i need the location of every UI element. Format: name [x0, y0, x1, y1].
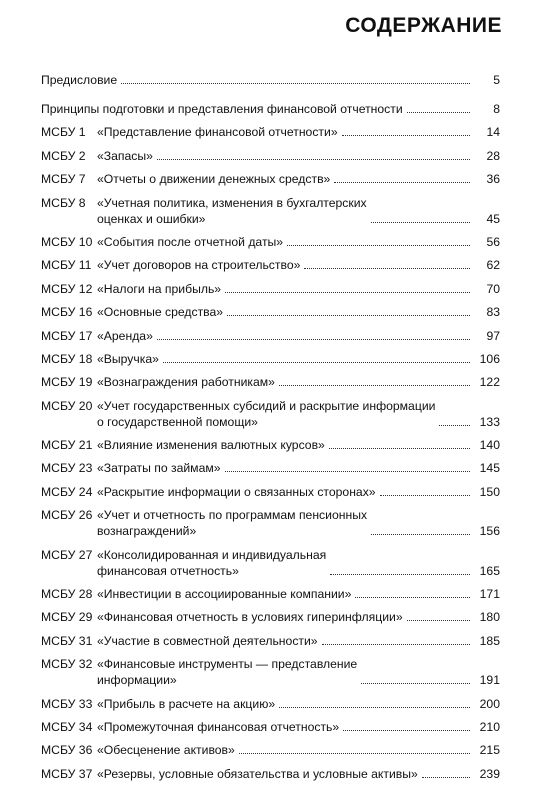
- toc-entry-title: [97, 328, 153, 344]
- toc-entry-body: [97, 195, 474, 227]
- toc-entry-title-line: «Финансовая отчетность в условиях гиперинфляции»: [97, 610, 403, 625]
- toc-entry-body: [97, 766, 474, 782]
- toc-entry-body: [41, 72, 474, 88]
- toc-entry-title-line: «Консолидированная и индивидуальная: [97, 547, 327, 562]
- toc-entry-title-line: «Раскрытие информации о связанных сторонах»: [97, 484, 376, 499]
- toc-entry-body: [97, 281, 474, 297]
- toc-entry: [41, 484, 500, 500]
- toc-entry-code: МСБУ 20: [41, 398, 93, 413]
- toc-entry-body: [97, 460, 474, 476]
- dot-leader: [279, 707, 470, 708]
- toc-entry-code: МСБУ 34: [41, 719, 93, 734]
- dot-leader: [334, 182, 470, 183]
- toc-entry-page-number: 180: [479, 610, 500, 625]
- toc-entry: [41, 234, 500, 250]
- dot-leader: [371, 534, 470, 535]
- toc-entry-title: [97, 586, 351, 602]
- toc-entry-code: МСБУ 2: [41, 148, 86, 163]
- toc-entry-page-number: 45: [486, 211, 500, 226]
- toc-entry-title: [97, 484, 376, 500]
- toc-entry-body: [97, 351, 474, 367]
- toc-entry-title: [97, 257, 300, 273]
- toc-entry-title-line: «Выручка»: [97, 351, 159, 366]
- toc-entry-body: [97, 171, 474, 187]
- toc-entry-title: [41, 72, 117, 88]
- toc-entry: [41, 437, 500, 453]
- dot-leader: [371, 222, 470, 223]
- toc-entry-page-number: 36: [486, 172, 500, 187]
- toc-entry-title: [97, 304, 223, 320]
- toc-entry-page-number: 156: [479, 524, 500, 539]
- toc-entry: [41, 656, 500, 688]
- toc-entry-title-line: вознаграждений»: [97, 524, 197, 539]
- toc-entry-code: МСБУ 21: [41, 438, 93, 453]
- toc-entry: [41, 507, 500, 539]
- toc-entry: [41, 374, 500, 390]
- toc-entry-body: [97, 398, 474, 430]
- toc-entry: [41, 766, 500, 782]
- toc-entry-title: [97, 171, 330, 187]
- toc-entry-page-number: 122: [479, 375, 500, 390]
- toc-entry-page-number: 215: [479, 743, 500, 758]
- toc-entry-title: [97, 656, 357, 688]
- toc-entry-title-line: Принципы подготовки и представления финансовой отчетности: [41, 102, 403, 116]
- toc-entry: [41, 72, 500, 88]
- dot-leader: [330, 574, 470, 575]
- toc-entry-title-line: «Инвестиции в ассоциированные компании»: [97, 587, 352, 602]
- toc-entry-body: [97, 696, 474, 712]
- toc-entry: [41, 257, 500, 273]
- toc-entry-title: [97, 609, 403, 625]
- dot-leader: [407, 112, 470, 113]
- toc-entry-body: [97, 374, 474, 390]
- toc-entry-title: [97, 281, 221, 297]
- toc-entry-title-line: «Отчеты о движении денежных средств»: [97, 172, 331, 187]
- dot-leader: [225, 292, 470, 293]
- toc-entry-title-line: «Прибыль в расчете на акцию»: [97, 696, 276, 711]
- dot-leader: [422, 777, 470, 778]
- dot-leader: [343, 730, 470, 731]
- toc-entry-code: МСБУ 17: [41, 328, 93, 343]
- toc-entry-title-line: «Основные средства»: [97, 305, 224, 320]
- toc-entry: [41, 351, 500, 367]
- toc-entry-body: [97, 437, 474, 453]
- toc-entry-title-line: «Участие в совместной деятельности»: [97, 633, 318, 648]
- toc-entry-title: [97, 742, 235, 758]
- toc-entry-code: МСБУ 29: [41, 610, 93, 625]
- toc-entry-title-line: «Обесценение активов»: [97, 743, 235, 758]
- toc-entry-code: МСБУ 23: [41, 461, 93, 476]
- toc-entry-code: МСБУ 28: [41, 587, 93, 602]
- toc-entry-title: [97, 547, 326, 579]
- toc-entry: [41, 719, 500, 735]
- toc-entry-title-line: информации»: [97, 673, 177, 688]
- toc-entry-page-number: 62: [486, 258, 500, 273]
- toc-entry: [41, 742, 500, 758]
- toc-entry-body: [97, 328, 474, 344]
- toc-entry-page-number: 56: [486, 234, 500, 249]
- toc-entry-title-line: «Затраты по займам»: [97, 461, 221, 476]
- toc-entry-page-number: 70: [486, 281, 500, 296]
- toc-entry: [41, 609, 500, 625]
- toc-entry-title-line: «Вознаграждения работникам»: [97, 375, 275, 390]
- toc-entry-body: [97, 547, 474, 579]
- toc-entry: [41, 696, 500, 712]
- toc-entry: [41, 124, 500, 140]
- toc-entry-page-number: 165: [479, 563, 500, 578]
- toc-entry-title-line: финансовая отчетность»: [97, 563, 239, 578]
- toc-entry-title: [97, 719, 339, 735]
- toc-entry-title: [97, 766, 418, 782]
- dot-leader: [225, 471, 471, 472]
- toc-entry-title-line: «События после отчетной даты»: [97, 234, 284, 249]
- toc-entry-body: [97, 304, 474, 320]
- toc-entry-title-line: Предисловие: [41, 73, 118, 87]
- table-of-contents: [41, 72, 500, 789]
- toc-entry-title-line: «Промежуточная финансовая отчетность»: [97, 719, 340, 734]
- toc-entry: [41, 398, 500, 430]
- toc-entry: [41, 148, 500, 164]
- toc-entry-page-number: 145: [479, 461, 500, 476]
- toc-entry-page-number: 133: [479, 414, 500, 429]
- toc-entry-body: [97, 609, 474, 625]
- toc-entry-code: МСБУ 33: [41, 696, 93, 711]
- toc-entry: [41, 281, 500, 297]
- toc-entry-code: МСБУ 37: [41, 766, 93, 781]
- toc-entry-title-line: «Учет договоров на строительство»: [97, 258, 301, 273]
- toc-entry-page-number: 8: [493, 102, 500, 116]
- toc-entry-page-number: 83: [486, 305, 500, 320]
- dot-leader: [239, 753, 470, 754]
- toc-entry-title-line: «Запасы»: [97, 148, 153, 163]
- toc-entry-code: МСБУ 10: [41, 234, 93, 249]
- toc-entry-code: МСБУ 7: [41, 172, 86, 187]
- toc-entry-page-number: 171: [479, 587, 500, 602]
- toc-entry-title-line: о государственной помощи»: [97, 414, 258, 429]
- toc-entry-page-number: 140: [479, 438, 500, 453]
- toc-entry-body: [97, 633, 474, 649]
- dot-leader: [322, 644, 470, 645]
- toc-entry: [41, 304, 500, 320]
- toc-entry-body: [97, 586, 474, 602]
- toc-entry-title: [97, 195, 367, 227]
- toc-entry: [41, 328, 500, 344]
- toc-entry-title: [97, 374, 275, 390]
- toc-entry-body: [97, 656, 474, 688]
- dot-leader: [439, 425, 470, 426]
- toc-entry-page-number: 239: [479, 766, 500, 781]
- toc-entry-title: [97, 398, 435, 430]
- toc-entry-body: [97, 719, 474, 735]
- toc-entry-body: [41, 101, 474, 117]
- toc-entry-title: [97, 696, 275, 712]
- toc-entry-body: [97, 484, 474, 500]
- toc-entry-title-line: «Учетная политика, изменения в бухгалтерских: [97, 195, 367, 210]
- toc-entry-body: [97, 124, 474, 140]
- toc-entry-title-line: «Учет и отчетность по программам пенсионных: [97, 508, 368, 523]
- toc-entry-title: [41, 101, 403, 117]
- toc-entry-title-line: «Представление финансовой отчетности»: [97, 125, 338, 140]
- toc-entry: [41, 586, 500, 602]
- toc-entry-body: [97, 257, 474, 273]
- toc-entry-page-number: 97: [486, 328, 500, 343]
- toc-entry: [41, 171, 500, 187]
- toc-entry-title-line: «Учет государственных субсидий и раскрытие информации: [97, 398, 436, 413]
- toc-entry-code: МСБУ 8: [41, 195, 86, 210]
- toc-entry: [41, 633, 500, 649]
- toc-entry-body: [97, 507, 474, 539]
- toc-entry-code: МСБУ 36: [41, 743, 93, 758]
- toc-entry-body: [97, 234, 474, 250]
- toc-entry-page-number: 106: [479, 351, 500, 366]
- toc-entry-page-number: 210: [479, 719, 500, 734]
- dot-leader: [407, 620, 470, 621]
- toc-entry-code: МСБУ 26: [41, 508, 93, 523]
- toc-entry-code: МСБУ 16: [41, 305, 93, 320]
- toc-entry-page-number: 28: [486, 148, 500, 163]
- toc-entry-page-number: 5: [493, 73, 500, 87]
- toc-entry: [41, 101, 500, 117]
- dot-leader: [355, 597, 470, 598]
- toc-entry-title: [97, 633, 318, 649]
- toc-entry-code: МСБУ 27: [41, 547, 93, 562]
- toc-entry-title: [97, 124, 338, 140]
- toc-entry-title-line: оценках и ошибки»: [97, 211, 206, 226]
- toc-entry-title-line: «Финансовые инструменты — представление: [97, 657, 358, 672]
- toc-entry-title: [97, 148, 153, 164]
- toc-entry-title: [97, 437, 325, 453]
- dot-leader: [342, 135, 470, 136]
- dot-leader: [163, 362, 470, 363]
- toc-entry-code: МСБУ 24: [41, 484, 93, 499]
- dot-leader: [361, 683, 470, 684]
- dot-leader: [279, 385, 470, 386]
- toc-entry-body: [97, 148, 474, 164]
- toc-entry: [41, 460, 500, 476]
- toc-entry: [41, 195, 500, 227]
- dot-leader: [121, 83, 470, 84]
- dot-leader: [380, 495, 470, 496]
- toc-entry-body: [97, 742, 474, 758]
- dot-leader: [304, 268, 470, 269]
- toc-entry: [41, 547, 500, 579]
- toc-entry-title-line: «Влияние изменения валютных курсов»: [97, 438, 325, 453]
- dot-leader: [287, 245, 470, 246]
- toc-entry-title-line: «Налоги на прибыль»: [97, 281, 222, 296]
- toc-entry-page-number: 150: [479, 484, 500, 499]
- toc-entry-title: [97, 234, 283, 250]
- toc-entry-page-number: 14: [486, 125, 500, 140]
- toc-entry-title: [97, 507, 367, 539]
- toc-entry-code: МСБУ 32: [41, 657, 93, 672]
- toc-entry-code: МСБУ 1: [41, 125, 86, 140]
- toc-entry-code: МСБУ 19: [41, 375, 93, 390]
- toc-entry-page-number: 200: [479, 696, 500, 711]
- toc-entry-title-line: «Аренда»: [97, 328, 153, 343]
- toc-entry-page-number: 185: [479, 633, 500, 648]
- toc-entry-code: МСБУ 18: [41, 351, 93, 366]
- toc-entry-code: МСБУ 11: [41, 258, 92, 273]
- page-title: СОДЕРЖАНИЕ: [345, 14, 502, 37]
- dot-leader: [157, 159, 470, 160]
- toc-entry-title-line: «Резервы, условные обязательства и условные активы»: [97, 766, 418, 781]
- toc-entry-title: [97, 460, 221, 476]
- toc-entry-code: МСБУ 12: [41, 281, 93, 296]
- toc-entry-title: [97, 351, 159, 367]
- dot-leader: [329, 448, 470, 449]
- dot-leader: [157, 339, 470, 340]
- toc-entry-page-number: 191: [479, 673, 500, 688]
- dot-leader: [227, 315, 470, 316]
- toc-entry-code: МСБУ 31: [41, 633, 93, 648]
